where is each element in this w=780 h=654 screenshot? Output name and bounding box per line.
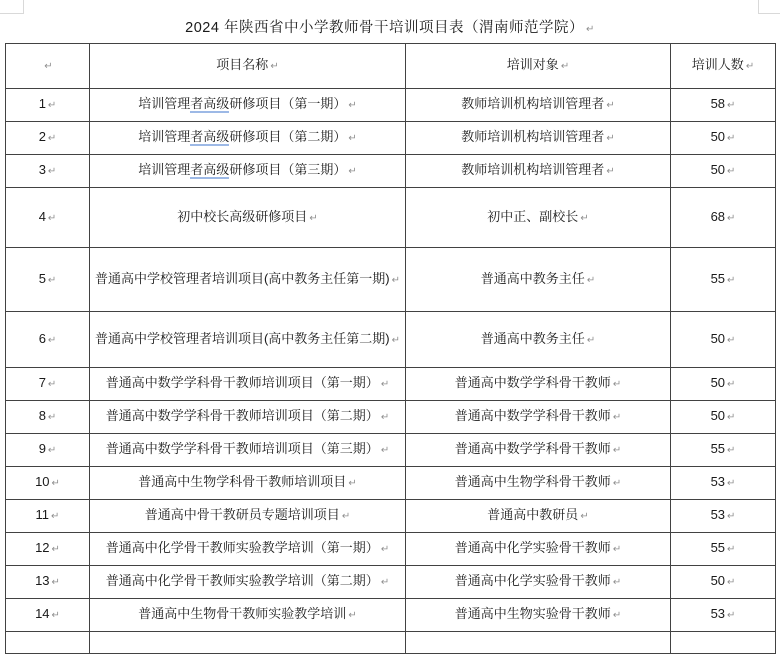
trainee-count-cell[interactable]: 55 ↵ [671,533,776,566]
table-row [6,599,776,632]
project-name-cell[interactable]: 普通高中学校管理者培训项目(高中教务主任第一期) ↵ [90,248,406,312]
paragraph-mark-icon: ↵ [585,24,595,35]
header-row [6,44,776,89]
project-name-cell[interactable]: 普通高中化学骨干教师实验教学培训（第一期） ↵ [90,533,406,566]
paragraph-mark-icon: ↵ [380,412,390,423]
paragraph-mark-icon: ↵ [727,544,736,555]
project-name-cell[interactable]: 培训管理者高级研修项目（第一期） ↵ [90,89,406,122]
table-row [6,312,776,368]
empty-cell[interactable] [671,632,776,654]
paragraph-mark-icon: ↵ [727,478,736,489]
table-row [6,434,776,467]
paragraph-mark-icon: ↵ [580,511,589,522]
training-target-cell[interactable]: 教师培训机构培训管理者 ↵ [406,122,671,155]
trainee-count-cell[interactable]: 53 ↵ [671,599,776,632]
training-target-cell[interactable]: 普通高中化学实验骨干教师 ↵ [406,566,671,599]
training-target-cell[interactable]: 普通高中生物学科骨干教师 ↵ [406,467,671,500]
paragraph-mark-icon: ↵ [612,412,622,423]
paragraph-mark-icon: ↵ [727,133,736,144]
table-body [6,89,776,654]
paragraph-mark-icon: ↵ [309,212,318,224]
table-row-partial [6,632,776,654]
empty-cell[interactable] [6,632,90,654]
paragraph-mark-icon: ↵ [560,61,570,72]
paragraph-mark-icon: ↵ [47,212,57,224]
paragraph-mark-icon: ↵ [380,445,390,456]
paragraph-mark-icon: ↵ [727,166,736,177]
training-target-cell[interactable]: 普通高中教务主任 ↵ [406,248,671,312]
project-name-cell[interactable]: 普通高中数学学科骨干教师培训项目（第一期） ↵ [90,368,406,401]
paragraph-mark-icon: ↵ [727,577,736,588]
page-margin-corner-mark-left [0,0,24,14]
paragraph-mark-icon: ↵ [47,379,57,390]
paragraph-mark-icon: ↵ [612,478,622,489]
row-number-cell[interactable]: 6 ↵ [6,312,90,368]
row-number-cell[interactable]: 1 ↵ [6,89,90,122]
paragraph-mark-icon: ↵ [270,61,279,72]
paragraph-mark-icon: ↵ [580,212,589,224]
paragraph-mark-icon: ↵ [51,511,60,522]
trainee-count-cell[interactable]: 50 ↵ [671,155,776,188]
row-number-cell[interactable]: 8 ↵ [6,401,90,434]
paragraph-mark-icon: ↵ [606,100,615,111]
paragraph-mark-icon: ↵ [51,577,60,588]
paragraph-mark-icon: ↵ [727,610,736,621]
trainee-count-cell[interactable]: 50 ↵ [671,312,776,368]
project-name-cell[interactable]: 培训管理者高级研修项目（第三期） ↵ [90,155,406,188]
row-number-cell[interactable]: 10 ↵ [6,467,90,500]
project-name-cell[interactable]: 普通高中生物骨干教师实验教学培训 ↵ [90,599,406,632]
paragraph-mark-icon: ↵ [47,100,57,111]
proofing-underline-text: 者高级 [190,129,230,144]
table-row [6,533,776,566]
table-row [6,401,776,434]
table-row [6,500,776,533]
training-target-cell[interactable]: 普通高中数学学科骨干教师 ↵ [406,368,671,401]
row-number-cell[interactable]: 14 ↵ [6,599,90,632]
project-name-cell[interactable]: 培训管理者高级研修项目（第二期） ↵ [90,122,406,155]
paragraph-mark-icon: ↵ [51,478,60,489]
page-margin-corner-mark-right [758,0,780,14]
paragraph-mark-icon: ↵ [47,445,57,456]
paragraph-mark-icon: ↵ [44,61,53,72]
table-row [6,89,776,122]
paragraph-mark-icon: ↵ [745,61,755,72]
document-title[interactable] [0,16,780,37]
table-row [6,248,776,312]
project-name-cell[interactable]: 普通高中化学骨干教师实验教学培训（第二期） ↵ [90,566,406,599]
trainee-count-cell[interactable]: 58 ↵ [671,89,776,122]
paragraph-mark-icon: ↵ [727,445,736,456]
paragraph-mark-icon: ↵ [341,511,351,522]
row-number-cell[interactable]: 5 ↵ [6,248,90,312]
paragraph-mark-icon: ↵ [586,334,596,346]
table-row [6,566,776,599]
paragraph-mark-icon: ↵ [612,544,622,555]
proofing-underline-text: 者高级 [190,162,230,177]
table-header [6,44,776,89]
paragraph-mark-icon: ↵ [47,166,57,177]
paragraph-mark-icon: ↵ [606,166,615,177]
paragraph-mark-icon: ↵ [47,133,57,144]
row-number-cell[interactable]: 3 ↵ [6,155,90,188]
paragraph-mark-icon: ↵ [727,379,736,390]
paragraph-mark-icon: ↵ [727,212,736,224]
trainee-count-cell[interactable]: 50 ↵ [671,401,776,434]
table-row [6,155,776,188]
training-target-cell[interactable]: 教师培训机构培训管理者 ↵ [406,89,671,122]
paragraph-mark-icon: ↵ [391,274,401,286]
paragraph-mark-icon: ↵ [380,379,390,390]
row-number-cell[interactable]: 4 ↵ [6,188,90,248]
paragraph-mark-icon: ↵ [612,610,622,621]
training-projects-table [5,43,776,654]
trainee-count-cell[interactable]: 68 ↵ [671,188,776,248]
paragraph-mark-icon: ↵ [727,334,736,346]
table-row [6,188,776,248]
paragraph-mark-icon: ↵ [727,412,736,423]
training-target-cell[interactable]: 教师培训机构培训管理者 ↵ [406,155,671,188]
row-number-cell[interactable]: 11 ↵ [6,500,90,533]
project-name-cell[interactable]: 普通高中学校管理者培训项目(高中教务主任第二期) ↵ [90,312,406,368]
trainee-count-cell[interactable]: 50 ↵ [671,566,776,599]
training-target-cell[interactable]: 初中正、副校长 ↵ [406,188,671,248]
paragraph-mark-icon: ↵ [51,610,60,621]
proofing-underline-text: 者高级 [190,96,230,111]
paragraph-mark-icon: ↵ [348,100,357,111]
training-target-cell[interactable]: 普通高中生物实验骨干教师 ↵ [406,599,671,632]
table-row [6,122,776,155]
col-header-project-name-label: 项目名称 [216,57,269,72]
paragraph-mark-icon: ↵ [727,100,736,111]
paragraph-mark-icon: ↵ [380,544,390,555]
paragraph-mark-icon: ↵ [348,133,357,144]
table-row [6,368,776,401]
paragraph-mark-icon: ↵ [348,478,357,489]
paragraph-mark-icon: ↵ [606,133,615,144]
row-number-cell[interactable]: 2 ↵ [6,122,90,155]
col-header-trainee-count-label: 培训人数 [691,57,744,72]
paragraph-mark-icon: ↵ [612,445,622,456]
training-target-cell[interactable]: 普通高中化学实验骨干教师 ↵ [406,533,671,566]
project-name-cell[interactable]: 普通高中数学学科骨干教师培训项目（第二期） ↵ [90,401,406,434]
paragraph-mark-icon: ↵ [348,610,357,621]
paragraph-mark-icon: ↵ [348,166,357,177]
col-header-training-target-label: 培训对象 [506,57,559,72]
paragraph-mark-icon: ↵ [612,379,622,390]
row-number-cell[interactable]: 7 ↵ [6,368,90,401]
project-name-cell[interactable]: 普通高中骨干教研员专题培训项目 ↵ [90,500,406,533]
paragraph-mark-icon: ↵ [727,511,736,522]
paragraph-mark-icon: ↵ [391,334,401,346]
paragraph-mark-icon: ↵ [380,577,390,588]
table-row [6,467,776,500]
training-target-cell[interactable]: 普通高中教研员 ↵ [406,500,671,533]
row-number-cell[interactable]: 9 ↵ [6,434,90,467]
project-name-cell[interactable]: 普通高中生物学科骨干教师培训项目 ↵ [90,467,406,500]
project-name-cell[interactable]: 普通高中数学学科骨干教师培训项目（第三期） ↵ [90,434,406,467]
empty-cell[interactable] [406,632,671,654]
empty-cell[interactable] [90,632,406,654]
training-target-cell[interactable]: 普通高中数学学科骨干教师 ↵ [406,434,671,467]
project-name-cell[interactable]: 初中校长高级研修项目 ↵ [90,188,406,248]
trainee-count-cell[interactable]: 55 ↵ [671,434,776,467]
trainee-count-cell[interactable]: 55 ↵ [671,248,776,312]
paragraph-mark-icon: ↵ [47,412,57,423]
document-title-text: 2024 年陕西省中小学教师骨干培训项目表（渭南师范学院） [185,20,584,36]
training-target-cell[interactable]: 普通高中教务主任 ↵ [406,312,671,368]
trainee-count-cell[interactable]: 50 ↵ [671,122,776,155]
paragraph-mark-icon: ↵ [51,544,60,555]
paragraph-mark-icon: ↵ [586,274,596,286]
col-header-trainee-count[interactable] [671,44,776,89]
paragraph-mark-icon: ↵ [612,577,622,588]
paragraph-mark-icon: ↵ [47,274,57,286]
row-number-cell[interactable]: 13 ↵ [6,566,90,599]
trainee-count-cell[interactable]: 53 ↵ [671,500,776,533]
trainee-count-cell[interactable]: 50 ↵ [671,368,776,401]
row-number-cell[interactable]: 12 ↵ [6,533,90,566]
col-header-project-name[interactable] [90,44,406,89]
trainee-count-cell[interactable]: 53 ↵ [671,467,776,500]
col-header-training-target[interactable] [406,44,671,89]
paragraph-mark-icon: ↵ [727,274,736,286]
col-header-index[interactable] [6,44,90,89]
training-target-cell[interactable]: 普通高中数学学科骨干教师 ↵ [406,401,671,434]
paragraph-mark-icon: ↵ [47,334,57,346]
